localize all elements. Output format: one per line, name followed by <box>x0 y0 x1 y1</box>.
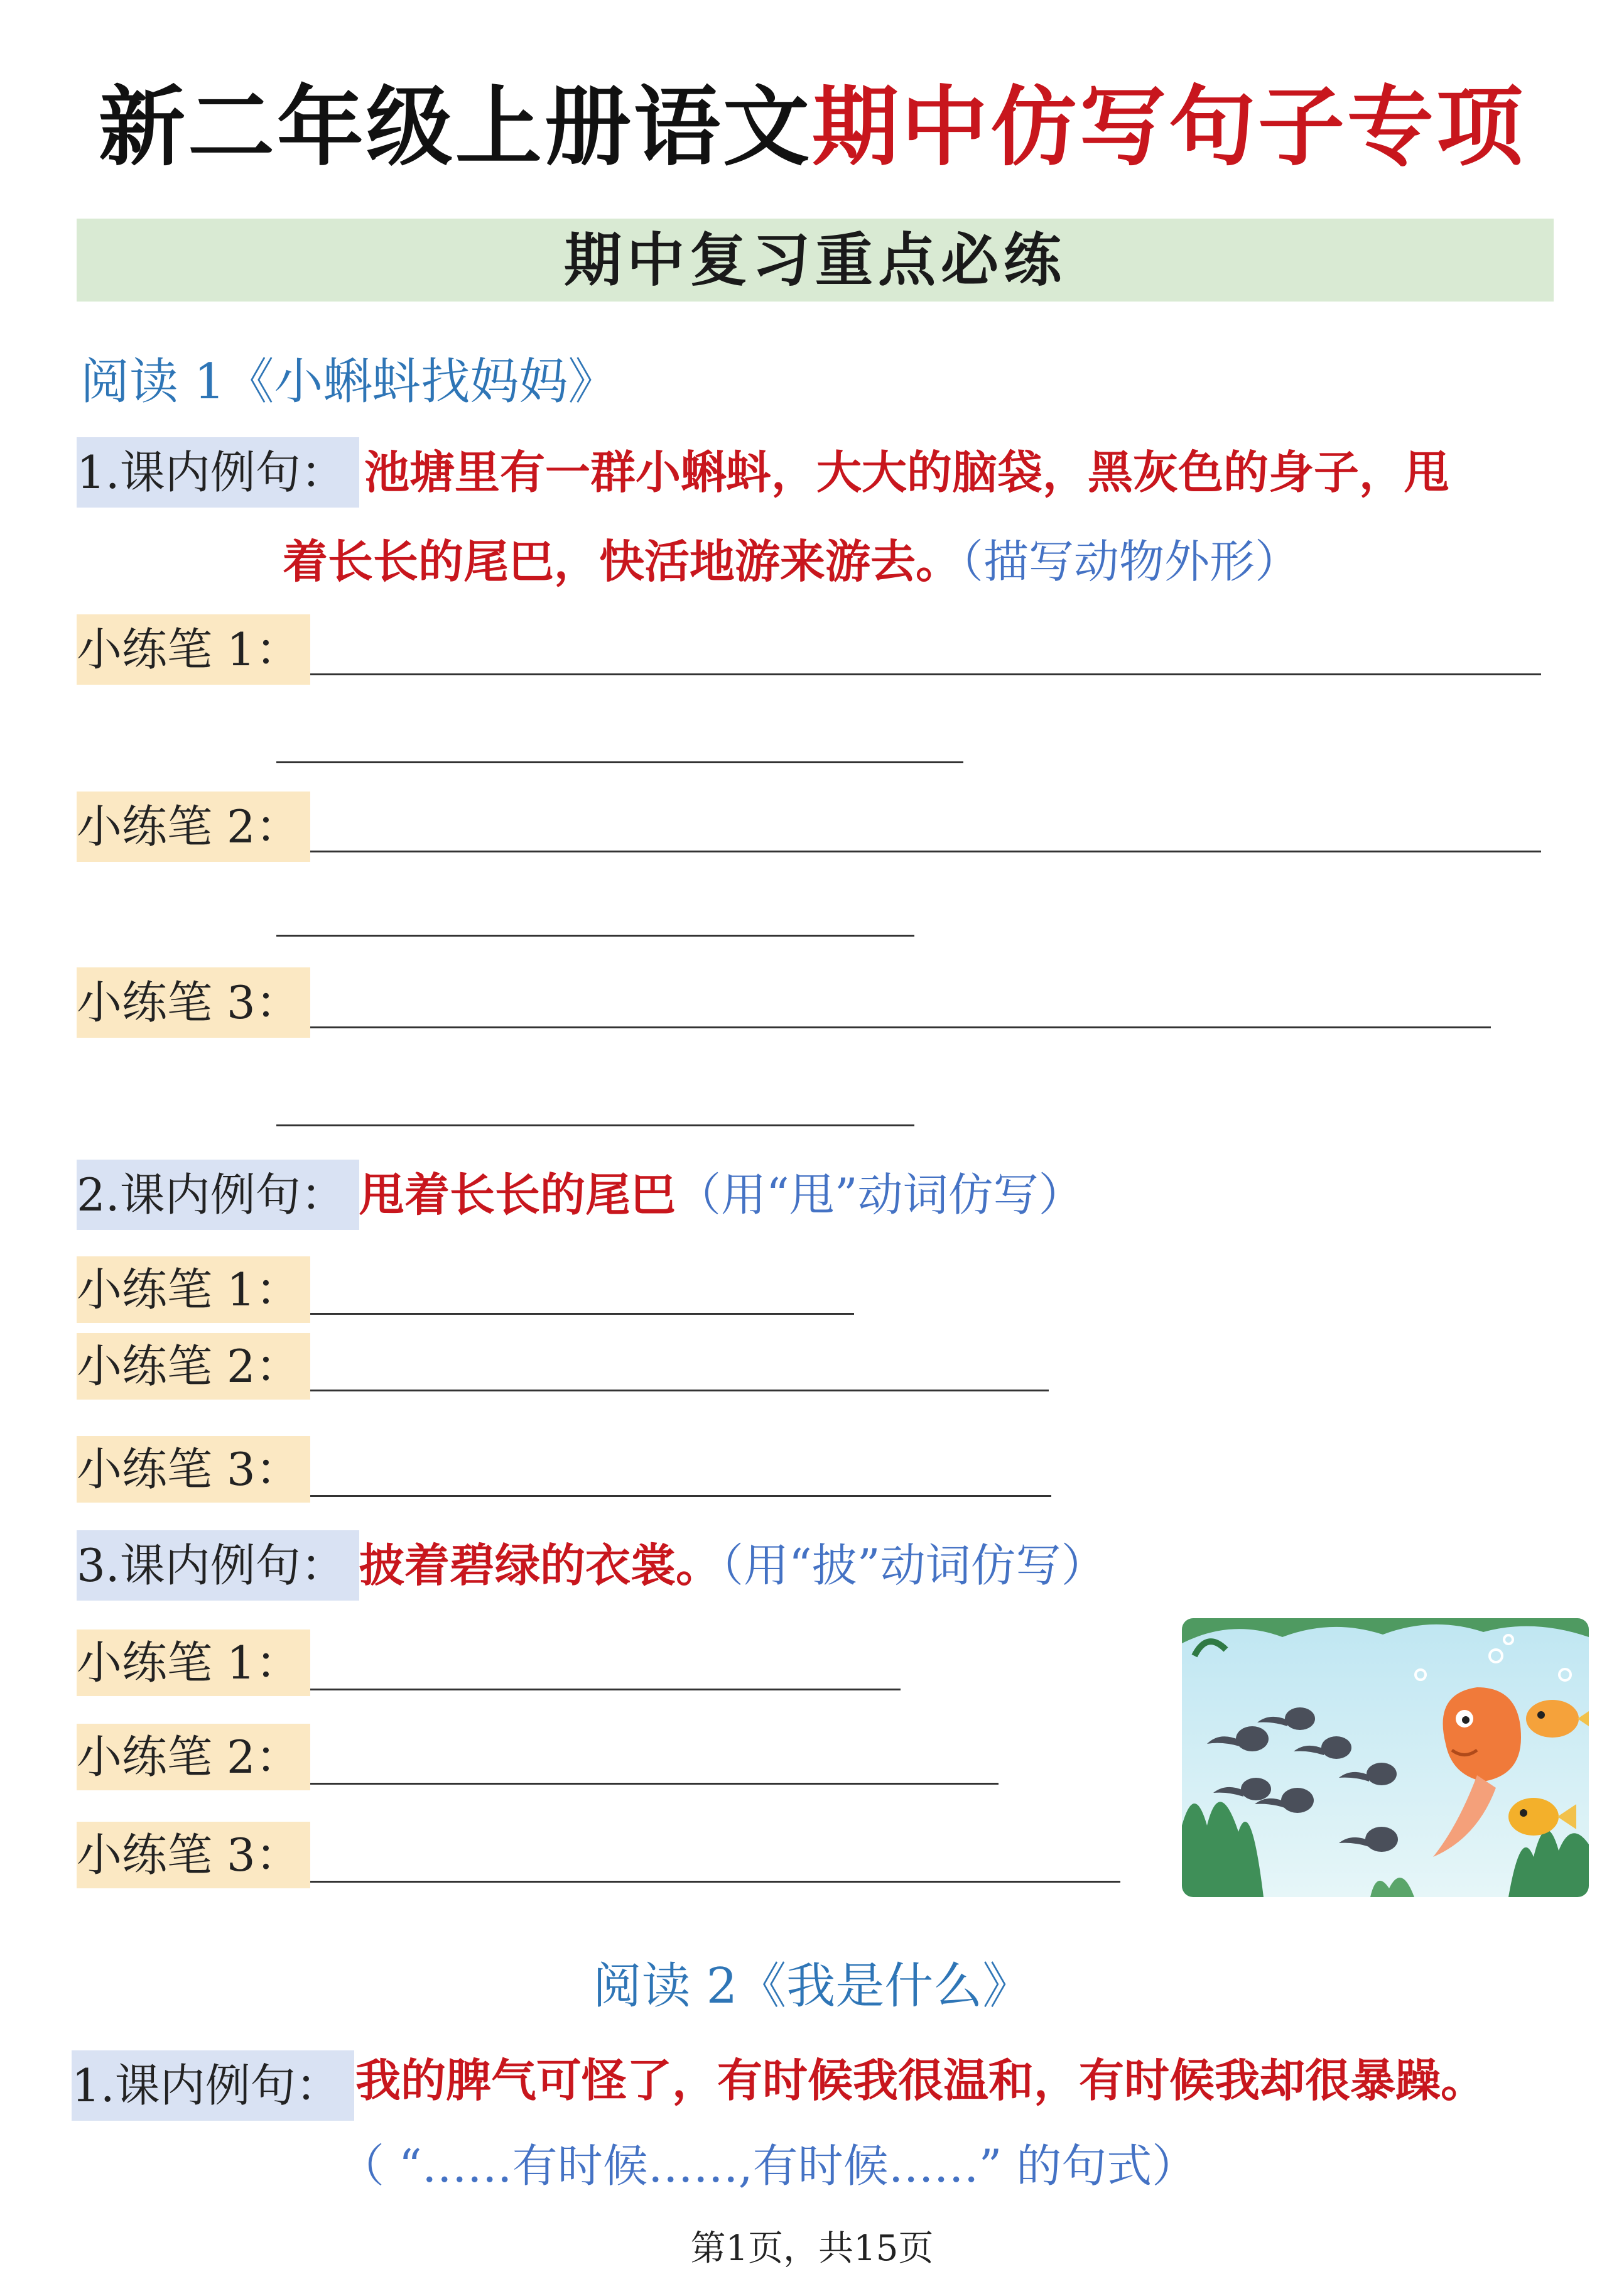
r1-q1-practice-2-line-a[interactable] <box>310 851 1541 852</box>
r1-q2-practice-3-line[interactable] <box>310 1495 1051 1497</box>
r1-q3-label: 3.课内例句： <box>77 1530 359 1601</box>
r2-q1-label: 1.课内例句： <box>72 2050 354 2121</box>
r1-q3-practice-3-line[interactable] <box>310 1881 1120 1883</box>
title-part-2: 期中仿写句子专项 <box>812 77 1526 178</box>
r1-q1-practice-1-line-a[interactable] <box>310 673 1541 675</box>
r1-q1-sentence-line-1: 池塘里有一群小蝌蚪，大大的脑袋，黑灰色的身子，甩 <box>364 445 1450 499</box>
r1-q1-practice-2-label: 小练笔 2： <box>77 792 310 862</box>
r1-q1-practice-1-label: 小练笔 1： <box>77 614 310 685</box>
r1-q2-sentence: 甩着长长的尾巴（用“甩”动词仿写） <box>359 1168 1084 1221</box>
r1-q1-sentence-line-2: 着长长的尾巴，快活地游来游去。（描写动物外形） <box>283 535 1301 588</box>
r1-q3-sentence: 披着碧绿的衣裳。（用“披”动词仿写） <box>359 1538 1107 1592</box>
r1-q3-practice-1-label: 小练笔 1： <box>77 1630 310 1696</box>
r1-q1-label: 1.课内例句： <box>77 437 359 508</box>
page-title <box>0 74 1624 181</box>
r1-q1-note: （描写动物外形） <box>961 535 1301 588</box>
title-part-1: 新二年级上册语文 <box>98 77 812 178</box>
reading-1-heading: 阅读 1《小蝌蚪找妈妈》 <box>80 354 617 410</box>
r1-q3-note: （用“披”动词仿写） <box>721 1539 1107 1592</box>
r2-q1-sentence: 我的脾气可怪了，有时候我很温和，有时候我却很暴躁。 <box>355 2054 1486 2107</box>
r1-q2-practice-1-label: 小练笔 1： <box>77 1256 310 1323</box>
r1-q2-practice-2-line[interactable] <box>310 1390 1049 1391</box>
page-number: 第1页，共15页 <box>690 2228 934 2269</box>
illustration-svg <box>1182 1618 1589 1897</box>
r1-q1-practice-3-line-a[interactable] <box>310 1026 1491 1028</box>
r1-q2-label: 2.课内例句： <box>77 1160 359 1230</box>
r1-q1-practice-2-line-b[interactable] <box>276 935 914 937</box>
r1-q1-practice-3-line-b[interactable] <box>276 1124 914 1126</box>
r1-q3-practice-3-label: 小练笔 3： <box>77 1822 310 1888</box>
r1-q1-practice-1-line-b[interactable] <box>276 761 963 763</box>
r1-q2-practice-2-label: 小练笔 2： <box>77 1333 310 1400</box>
r1-q3-practice-1-line[interactable] <box>310 1689 901 1690</box>
r1-q2-note: （用“甩”动词仿写） <box>676 1168 1084 1221</box>
subtitle-banner: 期中复习重点必练 <box>77 219 1554 302</box>
r1-q3-practice-2-line[interactable] <box>310 1783 999 1785</box>
r1-q1-practice-3-label: 小练笔 3： <box>77 967 310 1038</box>
r1-q2-practice-1-line[interactable] <box>310 1313 854 1315</box>
r2-q1-note: （ “……有时候……,有时候……” 的句式） <box>339 2140 1198 2192</box>
r1-q3-practice-2-label: 小练笔 2： <box>77 1724 310 1790</box>
r1-q2-practice-3-label: 小练笔 3： <box>77 1436 310 1503</box>
reading-2-heading: 阅读 2《我是什么》 <box>592 1958 1032 2015</box>
tadpoles-and-fish-illustration <box>1182 1618 1589 1897</box>
